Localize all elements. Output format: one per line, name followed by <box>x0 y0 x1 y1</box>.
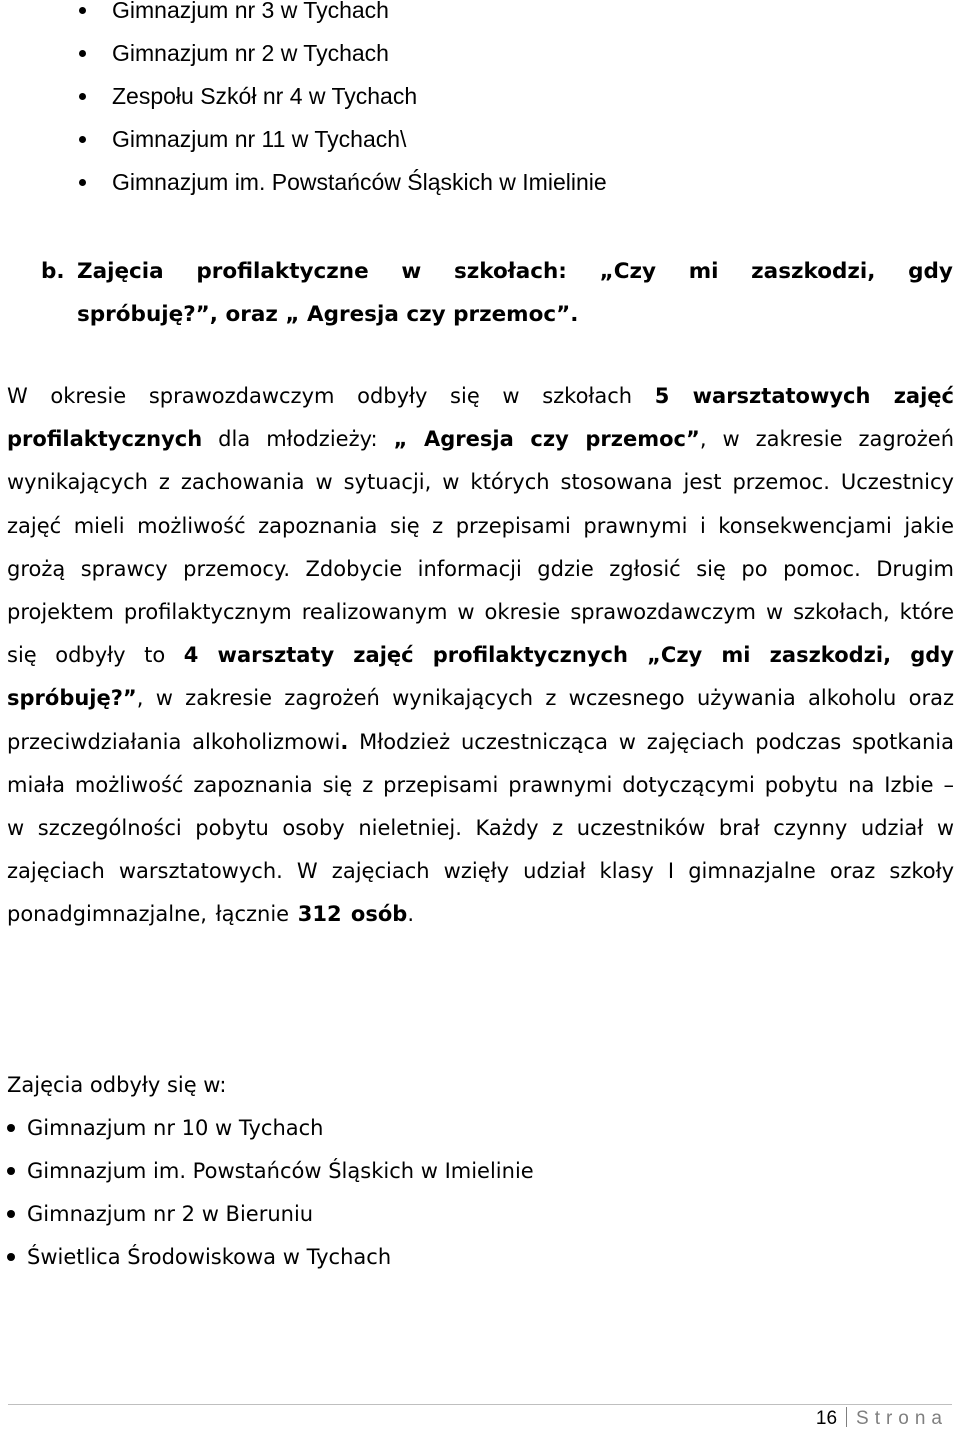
text-run: , w zakresie zagrożeń wynikających z wczesnego używania alkoholu oraz przeciwdziałania alkoholizmowi <box>7 686 954 754</box>
page-footer <box>816 1407 948 1431</box>
heading-word: szkołach: <box>453 259 567 284</box>
heading-word: zaszkodzi, <box>751 259 876 284</box>
page-label: Strona <box>856 1408 948 1429</box>
list-item: Gimnazjum nr 10 w Tychach <box>27 1107 323 1150</box>
heading-word: Zajęcia <box>77 259 164 284</box>
footer-separator <box>846 1407 847 1427</box>
page-number: 16 <box>815 1408 838 1429</box>
bold-run: . <box>340 729 349 754</box>
bold-run: 312 osób <box>297 902 408 927</box>
heading-word: mi <box>688 259 719 284</box>
bold-run: 4 warsztaty zajęć profilaktycznych „Czy mi zaszkodzi, gdy spróbuję?” <box>7 643 954 711</box>
text-run: Młodzież uczestnicząca w zajęciach podczas spotkania miała możliwość zapoznania się z przepisami prawnymi dotyczącymi pobytu na Izbie – w szczególności pobytu osoby nieletniej. Każdy z uczestników brał czynny udział w zajęciach warsztatowych. W zajęciach wzięły udział klasy I gimnazjalne oraz szkoły ponadgimnazjalne, łącznie <box>7 729 954 927</box>
bold-run: „ Agresja czy przemoc” <box>393 427 700 452</box>
text-run: W okresie sprawozdawczym odbyły się w szkołach <box>7 384 655 408</box>
list-item: Gimnazjum nr 11 w Tychach\ <box>112 126 407 152</box>
list-item: Gimnazjum nr 2 w Bieruniu <box>27 1193 313 1236</box>
heading-word: „Czy <box>599 259 657 284</box>
report-paragraph <box>7 375 954 937</box>
list-item: Gimnazjum im. Powstańców Śląskich w Imielinie <box>27 1150 534 1193</box>
heading-line-2: spróbuję?”, oraz „ Agresja czy przemoc”. <box>77 302 579 327</box>
text-run: , w zakresie zagrożeń wynikających z zachowania w sytuacji, w których stosowana jest przemoc. Uczestnicy zajęć mieli możliwość zapoznania się z przepisami prawnymi i konsekwencjami jakie grożą sprawcy przemocy. Zdobycie informacji gdzie zgłosić się po pomoc. Drugim projektem profilaktycznym realizowanym w okresie sprawozdawczym w szkołach, które się odbyły to <box>7 427 954 668</box>
heading-word: gdy <box>908 259 953 284</box>
list-item: Zespołu Szkół nr 4 w Tychach <box>112 83 418 109</box>
bold-run: 5 warsztatowych zajęć profilaktycznych <box>7 384 954 452</box>
section-marker: b. <box>41 259 65 284</box>
text-run: . <box>407 902 415 927</box>
venues-intro: Zajęcia odbyły się w: <box>7 1073 227 1097</box>
section-b-heading <box>41 250 953 336</box>
footer-divider <box>8 1404 952 1405</box>
list-item: Gimnazjum im. Powstańców Śląskich w Imielinie <box>112 169 607 195</box>
list-item: Gimnazjum nr 2 w Tychach <box>112 40 389 66</box>
heading-word: w <box>401 259 422 284</box>
text-run: dla młodzieży: <box>202 427 394 452</box>
heading-word: profilaktyczne <box>196 259 369 284</box>
list-item: Gimnazjum nr 3 w Tychach <box>112 0 389 24</box>
heading-line-1 <box>41 250 953 293</box>
list-item: Świetlica Środowiskowa w Tychach <box>27 1236 391 1279</box>
